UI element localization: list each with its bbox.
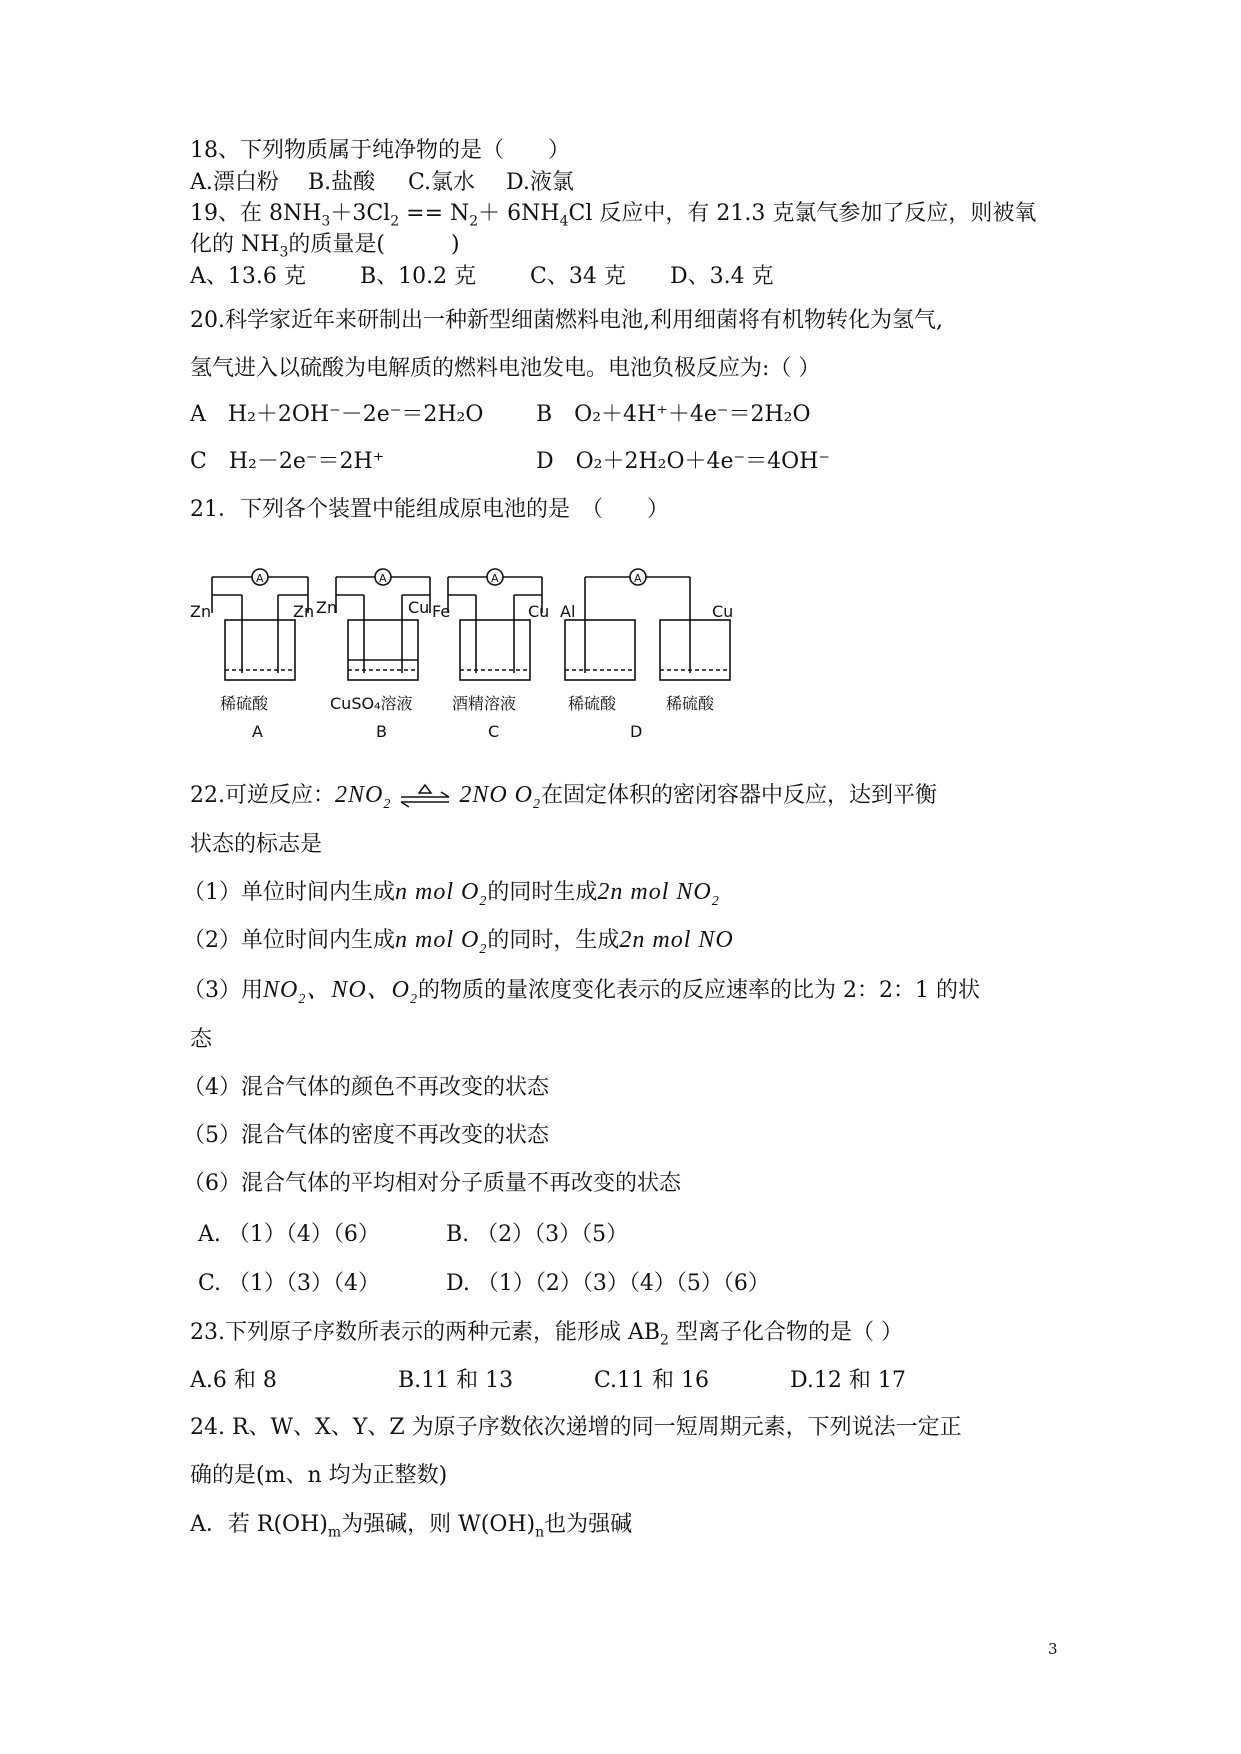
q22-item-4: （4）混合气体的颜色不再改变的状态 <box>183 1075 549 1100</box>
q22-item-3: （3）用$NO_2$、NO、$O_2$的物质的量浓度变化表示的反应速率的比为 2：2：1 的状 <box>183 977 980 1007</box>
q22-option-d: D. （1）（2）（3）（4）（5）（6） <box>446 1271 770 1296</box>
a-left-electrode: Zn <box>190 602 212 621</box>
q24-option-a: A．若 $R(OH)_m$为强碱，则 $W(OH)_n$也为强碱 <box>190 1512 633 1541</box>
b-right-electrode: Cu <box>408 598 430 617</box>
q20-stem: 20.科学家近年来研制出一种新型细菌燃料电池,利用细菌将有机物转化为氢气, <box>190 308 943 333</box>
q22-item-1: （1）单位时间内生成n mol $O_2$的同时生成2n mol $NO_2$ <box>183 879 720 909</box>
q18-option-d: D.液氯 <box>506 170 574 195</box>
q22-stem-continued: 状态的标志是 <box>190 832 323 857</box>
b-left-electrode: Zn <box>316 598 338 617</box>
a-meter-label: A <box>256 572 264 585</box>
c-solution-label: 酒精溶液 <box>452 694 517 713</box>
q21-apparatus-figure <box>190 565 830 745</box>
q20-option-d: D O₂＋2H₂O＋4e⁻＝4OH⁻ <box>536 449 830 474</box>
q22-equation-right: 2NO $O_2$ <box>459 782 542 812</box>
q22-option-a: A. （1）（4）（6） <box>198 1222 380 1247</box>
q19-option-a: A、13.6 克 <box>190 264 306 289</box>
d-left-electrode: Al <box>560 602 576 621</box>
q19-options <box>190 262 774 292</box>
q23-option-c: C.11 和 16 <box>594 1368 710 1393</box>
q20-option-a: A H₂＋2OH⁻－2e⁻＝2H₂O <box>190 402 484 427</box>
q19-option-b: B、10.2 克 <box>360 264 477 289</box>
q22-item-3-continued: 态 <box>190 1027 213 1052</box>
q20-stem-continued: 氢气进入以硫酸为电解质的燃料电池发电。电池负极反应为:（ ） <box>190 356 821 381</box>
c-letter: C <box>488 722 500 741</box>
c-left-electrode: Fe <box>432 602 451 621</box>
a-letter: A <box>252 722 263 741</box>
page-number: 3 <box>1048 1640 1058 1658</box>
q23-option-a: A.6 和 8 <box>190 1368 277 1393</box>
c-meter-label: A <box>491 572 499 585</box>
q24-stem: 24. R、W、X、Y、Z 为原子序数依次递增的同一短周期元素，下列说法一定正 <box>190 1415 962 1440</box>
q20-option-b: B O₂＋4H⁺＋4e⁻＝2H₂O <box>536 402 811 427</box>
q22-option-c: C. （1）（3）（4） <box>198 1271 381 1296</box>
apparatus-c <box>448 569 542 680</box>
apparatus-d <box>565 569 730 680</box>
q22-item-2: （2）单位时间内生成n mol $O_2$的同时，生成2n mol NO <box>183 927 734 957</box>
q19-stem-continued: 化的 $NH_3$的质量是( ) <box>190 232 460 261</box>
a-right-electrode: Zn <box>293 602 315 621</box>
reversible-arrow-icon <box>397 783 453 809</box>
d-right-electrode: Cu <box>712 602 734 621</box>
q20-option-c: C H₂－2e⁻＝2H⁺ <box>190 449 385 474</box>
q23-option-d: D.12 和 17 <box>790 1368 906 1393</box>
b-solution-label: CuSO₄溶液 <box>330 694 413 713</box>
q23-options <box>190 1366 906 1396</box>
d-solution-label-left: 稀硫酸 <box>568 694 617 713</box>
q19-stem: 19、在 $8NH_3+3Cl_2 == N_2+ 6NH_4Cl$ 反应中，有 21.3 克氯气参加了反应，则被氧 <box>190 201 1037 230</box>
q18-options <box>190 168 574 198</box>
apparatus-a <box>212 569 308 680</box>
q22-option-b: B. （2）（3）（5） <box>446 1222 629 1247</box>
b-letter: B <box>376 722 387 741</box>
q18-option-a: A.漂白粉 <box>190 170 279 195</box>
q23-option-b: B.11 和 13 <box>398 1368 514 1393</box>
q19-option-d: D、3.4 克 <box>670 264 774 289</box>
q18-option-b: B.盐酸 <box>308 170 376 195</box>
d-solution-label-right: 稀硫酸 <box>666 694 715 713</box>
q22-equation-left: $2NO_2$ <box>335 782 392 812</box>
q19-option-c: C、34 克 <box>530 264 626 289</box>
q21-stem: 21．下列各个装置中能组成原电池的是 （ ） <box>190 497 669 522</box>
q23-stem: 23.下列原子序数所表示的两种元素，能形成 $AB_2$ 型离子化合物的是（ ） <box>190 1320 903 1349</box>
a-solution-label: 稀硫酸 <box>220 694 269 713</box>
q24-stem-continued: 确的是(m、n 均为正整数) <box>190 1463 448 1488</box>
q22-stem: 22.可逆反应：$2NO_2$ 2NO $O_2$在固定体积的密闭容器中反应，达到平衡 <box>190 782 938 812</box>
q18-option-c: C.氯水 <box>408 170 476 195</box>
c-right-electrode: Cu <box>528 602 550 621</box>
q22-item-6: （6）混合气体的平均相对分子质量不再改变的状态 <box>183 1171 681 1196</box>
d-letter: D <box>630 722 643 741</box>
b-meter-label: A <box>379 572 387 585</box>
q18-stem: 18、下列物质属于纯净物的是（ ） <box>190 138 570 163</box>
d-meter-label: A <box>634 572 642 585</box>
apparatus-b <box>336 569 430 680</box>
q22-item-5: （5）混合气体的密度不再改变的状态 <box>183 1123 549 1148</box>
